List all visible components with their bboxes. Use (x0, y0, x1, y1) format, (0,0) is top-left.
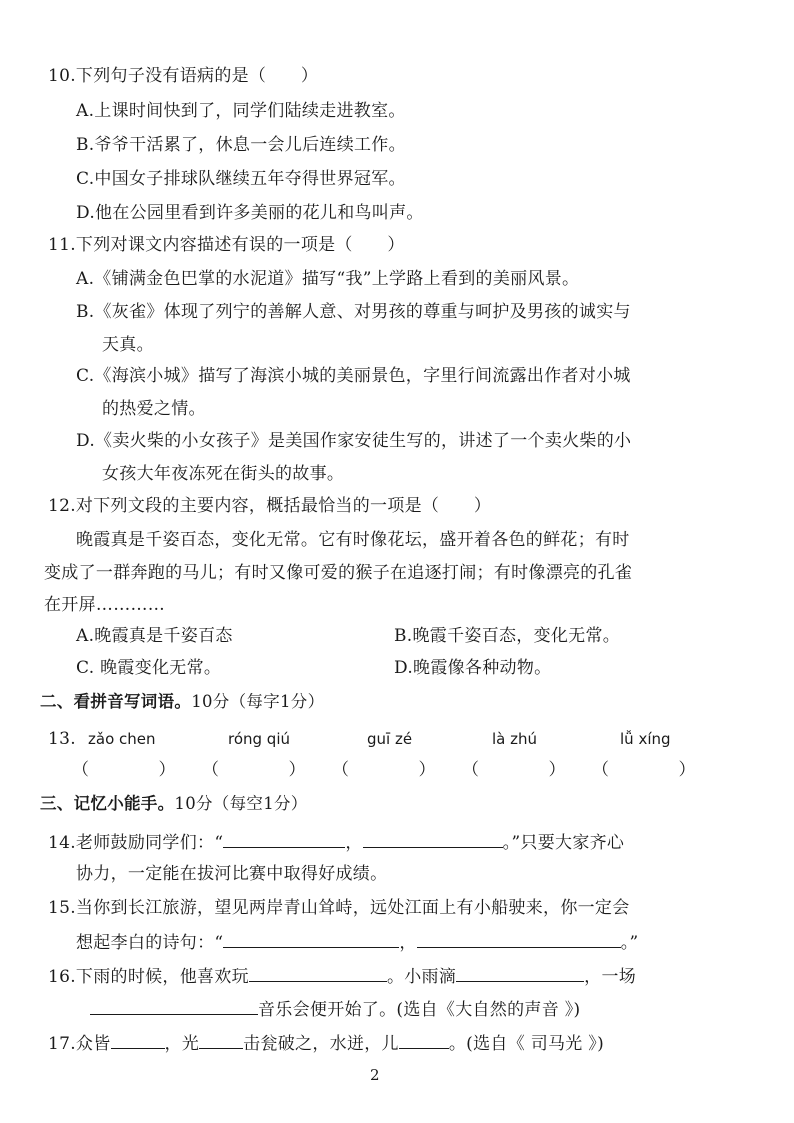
q15-comma: ， (399, 933, 417, 953)
q10-option-c: C.中国女子排球队继续五年夺得世界冠军。 (76, 169, 406, 189)
q14-line2: 协力，一定能在拔河比赛中取得好成绩。 (76, 864, 388, 884)
q12-option-c: C. 晚霞变化无常。 (76, 658, 222, 678)
q16-middle: 。小雨滴 (386, 967, 457, 987)
q12-passage-line2: 变成了一群奔跑的马儿；有时又像可爱的猴子在追逐打闹；有时像漂亮的孔雀 (44, 563, 633, 583)
q15-line2 (76, 929, 639, 955)
q12-option-b: B.晚霞千姿百态，变化无常。 (394, 626, 621, 646)
q16-blank-1[interactable] (249, 963, 387, 982)
section-2-heading (40, 690, 324, 714)
q15-blank-1[interactable] (223, 929, 399, 948)
q14-prompt: 14.老师鼓励同学们：“ (48, 833, 224, 853)
q13-pinyin-2: róng qiú (228, 730, 291, 748)
section-2-title: 二、看拼音写词语。 (40, 692, 192, 711)
section-3-title: 三、记忆小能手。 (40, 794, 175, 813)
q12-passage-line3: 在开屏………… (44, 595, 166, 615)
section-3-score: 10分（每空1分） (174, 794, 308, 813)
q17-part-b: ，光 (164, 1034, 200, 1054)
q12-option-a: A.晚霞真是千姿百态 (76, 626, 233, 646)
q10-option-a: A.上课时间快到了，同学们陆续走进教室。 (76, 101, 406, 121)
q11-option-d-line2: 女孩大年夜冻死在街头的故事。 (102, 464, 345, 484)
q11-option-c-line1: C.《海滨小城》描写了海滨小城的美丽景色，字里行间流露出作者对小城 (76, 366, 631, 386)
q17-blank-3[interactable] (399, 1030, 449, 1049)
q17-blank-1[interactable] (111, 1030, 165, 1049)
q15-close: 。” (620, 933, 639, 953)
q17-blank-2[interactable] (199, 1030, 243, 1049)
q14-continue: 。”只要大家齐心 (502, 833, 625, 853)
q13-pinyin-5: lǚ xíng (620, 730, 671, 748)
q12-passage-line1: 晚霞真是千姿百态，变化无常。它有时像花坛，盛开着各色的鲜花；有时 (76, 530, 630, 550)
q15-line1: 15.当你到长江旅游，望见两岸青山耸峙，远处江面上有小船驶来，你一定会 (48, 898, 630, 918)
q17-part-d: 。(选自《 司马光 》) (448, 1034, 605, 1054)
q13-answer-box-1[interactable]: （ ） (72, 760, 176, 780)
section-3-heading (40, 792, 308, 816)
q10-stem: 10.下列句子没有语病的是（ ） (48, 66, 319, 86)
q13-pinyin-1: zǎo chen (88, 730, 156, 748)
q10-option-b: B.爷爷干活累了，休息一会儿后连续工作。 (76, 135, 406, 155)
q16-blank-3[interactable] (90, 996, 258, 1015)
q11-stem: 11.下列对课文内容描述有误的一项是（ ） (48, 235, 405, 255)
q13-answer-box-3[interactable]: （ ） (332, 760, 436, 780)
q14-line1 (48, 829, 624, 855)
q11-option-c-line2: 的热爱之情。 (102, 399, 206, 419)
q10-option-d: D.他在公园里看到许多美丽的花儿和鸟叫声。 (76, 203, 424, 223)
q13-pinyin-3: guī zé (367, 730, 413, 748)
q16-line1 (48, 963, 636, 989)
q12-option-d: D.晚霞像各种动物。 (394, 658, 552, 678)
q16-source: 音乐会便开始了。(选自《大自然的声音 》) (258, 1000, 581, 1020)
q11-option-d-line1: D.《卖火柴的小女孩子》是美国作家安徒生写的，讲述了一个卖火柴的小 (76, 431, 632, 451)
q17-part-a: 17.众皆 (48, 1034, 111, 1054)
q15-prompt: 想起李白的诗句：“ (76, 933, 224, 953)
q13-number: 13. (48, 729, 76, 749)
q14-comma: ， (345, 833, 363, 853)
q14-blank-2[interactable] (363, 829, 503, 848)
q11-option-a: A.《铺满金色巴掌的水泥道》描写“我”上学路上看到的美丽风景。 (76, 269, 580, 289)
q11-option-b-line2: 天真。 (102, 335, 154, 355)
q17-part-c: 击瓮破之，水迸，儿 (243, 1034, 399, 1054)
q11-option-b-line1: B.《灰雀》体现了列宁的善解人意、对男孩的尊重与呵护及男孩的诚实与 (76, 302, 631, 322)
page-number: 2 (370, 1066, 380, 1084)
q15-blank-2[interactable] (417, 929, 621, 948)
q16-end: ，一场 (584, 967, 637, 987)
q16-prompt: 16.下雨的时候，他喜欢玩 (48, 967, 249, 987)
section-2-score: 10分（每字1分） (191, 692, 325, 711)
q14-blank-1[interactable] (223, 829, 345, 848)
q12-stem: 12.对下列文段的主要内容，概括最恰当的一项是（ ） (48, 496, 492, 516)
q13-answer-box-4[interactable]: （ ） (462, 760, 566, 780)
q16-line2 (90, 996, 580, 1022)
q13-answer-box-5[interactable]: （ ） (592, 760, 696, 780)
q13-answer-box-2[interactable]: （ ） (202, 760, 306, 780)
q17-line (48, 1030, 604, 1056)
q16-blank-2[interactable] (456, 963, 584, 982)
q13-pinyin-4: là zhú (492, 730, 538, 748)
